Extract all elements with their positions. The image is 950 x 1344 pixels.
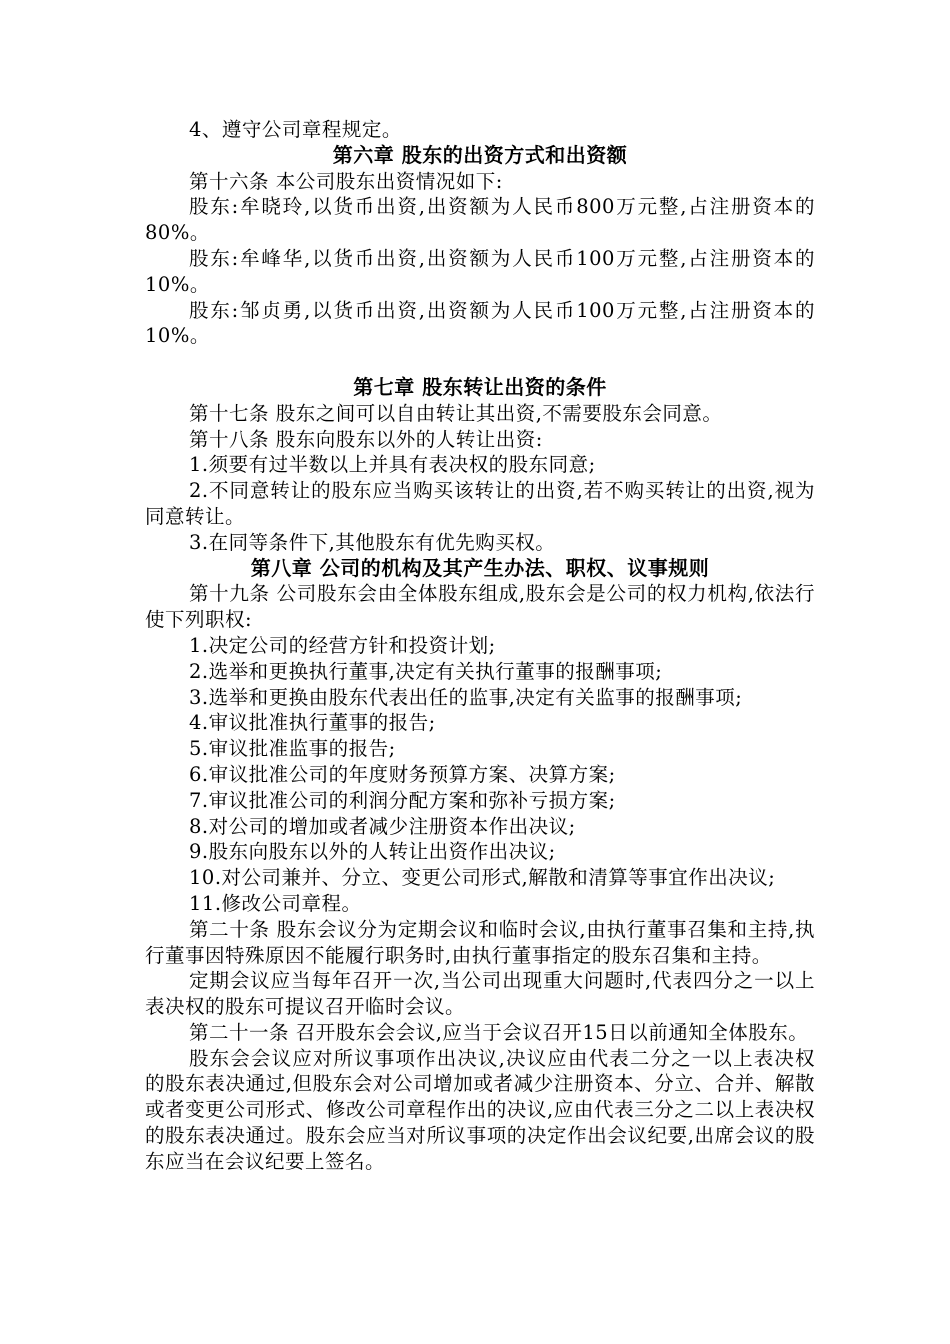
chapter-heading: 第七章 股东转让出资的条件 xyxy=(353,374,607,399)
paragraph: 第十八条 股东向股东以外的人转让出资: xyxy=(189,427,543,451)
chapter-heading: 第六章 股东的出资方式和出资额 xyxy=(332,142,628,167)
paragraph: 9.股东向股东以外的人转让出资作出决议; xyxy=(189,840,556,864)
paragraph: 10.对公司兼并、分立、变更公司形式,解散和清算等事宜作出决议; xyxy=(189,866,776,890)
paragraph: 股东:牟晓玲,以货币出资,出资额为人民币800万元整,占注册资本的80%。 xyxy=(145,195,815,245)
paragraph: 第十六条 本公司股东出资情况如下: xyxy=(189,169,503,193)
paragraph: 1.决定公司的经营方针和投资计划; xyxy=(189,633,496,657)
paragraph: 4.审议批准执行董事的报告; xyxy=(189,711,436,735)
document-body xyxy=(145,117,815,1175)
paragraph: 1.须要有过半数以上并具有表决权的股东同意; xyxy=(189,453,596,477)
paragraph: 股东:牟峰华,以货币出资,出资额为人民币100万元整,占注册资本的 10%。 xyxy=(145,246,815,296)
paragraph: 3.选举和更换由股东代表出任的监事,决定有关监事的报酬事项; xyxy=(189,685,743,709)
paragraph: 6.审议批准公司的年度财务预算方案、决算方案; xyxy=(189,762,616,786)
paragraph: 第十九条 公司股东会由全体股东组成,股东会是公司的权力机构,依法行使下列职权: xyxy=(145,582,815,632)
paragraph: 8.对公司的增加或者减少注册资本作出决议; xyxy=(189,814,576,838)
paragraph: 3.在同等条件下,其他股东有优先购买权。 xyxy=(189,530,556,554)
paragraph: 2.不同意转让的股东应当购买该转让的出资,若不购买转让的出资,视为同意转让。 xyxy=(145,479,815,528)
paragraph: 第二十条 股东会议分为定期会议和临时会议,由执行董事召集和主持,执行董事因特殊原因不能履行职务时,由执行董事指定的股东召集和主持。 xyxy=(145,917,815,967)
paragraph: 第十七条 股东之间可以自由转让其出资,不需要股东会同意。 xyxy=(189,401,723,425)
paragraph: 11.修改公司章程。 xyxy=(189,891,362,915)
paragraph: 2.选举和更换执行董事,决定有关执行董事的报酬事项; xyxy=(189,659,663,683)
blank-line xyxy=(145,349,815,375)
chapter-heading: 第八章 公司的机构及其产生办法、职权、议事规则 xyxy=(250,555,710,580)
paragraph: 第二十一条 召开股东会会议,应当于会议召开15日以前通知全体股东。 xyxy=(189,1020,809,1044)
paragraph: 4、遵守公司章程规定。 xyxy=(189,118,402,141)
paragraph: 定期会议应当每年召开一次,当公司出现重大问题时,代表四分之一以上表决权的股东可提议召开临时会议。 xyxy=(145,969,815,1019)
paragraph: 股东会会议应对所议事项作出决议,决议应由代表二分之一以上表决权的股东表决通过,但股东会对公司增加或者减少注册资本、分立、合并、解散或者变更公司形式、修改公司章程作出的决议,应由代表三分之二以上表决权的股东表决通过。股东会应当对所议事项的决定作出会议纪要,出席会议的股东应当在会议纪要上签名。 xyxy=(145,1046,815,1173)
paragraph: 7.审议批准公司的利润分配方案和弥补亏损方案; xyxy=(189,788,616,812)
paragraph: 5.审议批准监事的报告; xyxy=(189,737,396,761)
paragraph: 股东:邹贞勇,以货币出资,出资额为人民币100万元整,占注册资本的 10%。 xyxy=(145,298,815,348)
